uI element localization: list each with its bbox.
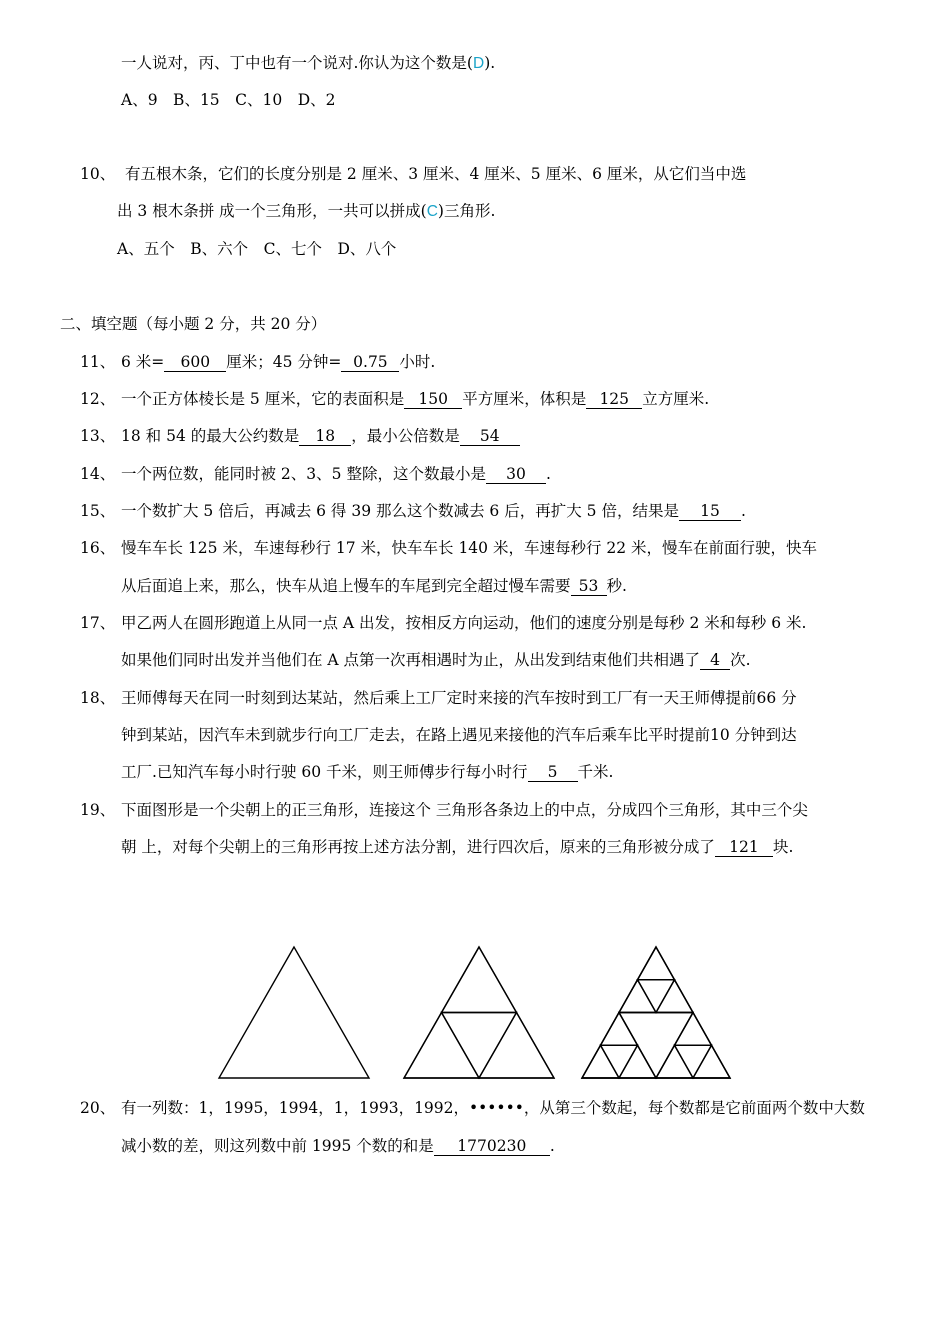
q12-text-c: 平方厘米，体积是 [462,390,587,408]
triangle-midpoint-outline [675,1045,712,1078]
q20-text-a: 减小数的差，则这列数中前 1995 个数的和是 [121,1137,434,1155]
triangle-outline [601,1013,638,1046]
q9-text: 一人说对，丙、丁中也有一个说对.你认为这个数是( [121,54,473,72]
q9-line [121,53,495,74]
q19-line2 [121,837,793,857]
q9-answer: D [472,55,485,72]
q18-line2: 钟到某站，因汽车未到就步行向工厂走去，在路上遇见来接他的汽车后乘车比平时提前10 分钟到达 [121,726,797,744]
triangle-iteration-2 [582,947,730,1078]
q16-blank-1: 53 [571,577,607,596]
q15-blank-1: 15 [679,502,741,521]
q16-line1: 慢车车长 125 米，车速每秒行 17 米，快车车长 140 米，车速每秒行 22 米，慢车在前面行驶，快车 [121,539,818,557]
sierpinski-figure [0,940,950,1090]
q15-line [121,501,746,521]
triangle-outline [656,1045,693,1078]
q10-close: )三角形. [437,202,496,220]
q19-text-a: 朝 上，对每个尖朝上的三角形再按上述方法分割，进行四次后，原来的三角形被分成了 [121,838,715,856]
q10-number: 10、 [80,165,116,183]
triangle-outline [442,947,517,1013]
q19-text-d: 块. [772,838,794,856]
section-title: 二、填空题（每小题 2 分，共 20 分） [60,315,327,333]
q17-number: 17、 [80,614,116,632]
q17-blank-1: 4 [700,651,730,670]
q11-text-c: 厘米；45 分钟= [226,353,342,371]
q15-text-a: 一个数扩大 5 倍后，再减去 6 得 39 那么这个数减去 6 后，再扩大 5 倍，结果是 [121,502,679,520]
q14-number: 14、 [80,465,116,483]
q11-line [121,352,435,372]
q20-blank-1: 1770230 [434,1137,550,1156]
triangle-midpoint-outline [638,980,675,1013]
q19-number: 19、 [80,801,116,819]
q20-number: 20、 [80,1099,116,1117]
q16-text-a: 从后面追上来，那么，快车从追上慢车的车尾到完全超过慢车需要 [121,577,571,595]
q14-blank-1: 30 [486,465,546,484]
triangle-outline [619,980,656,1013]
q11-blank-1: 600 [164,353,226,372]
q18-line1: 王师傅每天在同一时刻到达某站，然后乘上工厂定时来接的汽车按时到工厂有一天王师傅提前66 分 [121,689,797,707]
triangle-midpoint-outline [442,1013,517,1079]
q18-line3 [121,762,613,782]
q10-line2 [117,201,495,222]
q19-blank-1: 121 [715,838,773,857]
triangle-outline [582,1045,619,1078]
q13-blank-1: 18 [299,427,351,446]
q18-blank-1: 5 [528,763,578,782]
triangle-outline [479,1013,554,1079]
q12-text-a: 一个正方体棱长是 5 厘米，它的表面积是 [121,390,405,408]
q10-text: 出 3 根木条拼 成一个三角形，一共可以拼成( [117,202,427,220]
triangle-iteration-1 [404,947,554,1078]
q10-answer: C [426,203,438,220]
q19-line1: 下面图形是一个尖朝上的正三角形，连接这个 三角形各条边上的中点，分成四个三角形，其中三个尖 [121,801,808,819]
q17-text-a: 如果他们同时出发并当他们在 A 点第一次再相遇时为止，从出发到结束他们共相遇了 [121,651,701,669]
q17-text-d: 次. [730,651,751,669]
triangle-outline [404,1013,479,1079]
triangle-outline [656,980,693,1013]
q12-blank-2: 125 [586,390,642,409]
q20-line1: 有一列数：1，1995，1994，1，1993，1992，••••••，从第三个数起，每个数都是它前面两个数中大数 [121,1099,865,1117]
q17-line1: 甲乙两人在圆形跑道上从同一点 A 出发，按相反方向运动，他们的速度分别是每秒 2 米和每秒 6 米. [121,614,807,632]
triangle-iteration-0 [219,947,369,1078]
triangle-outline [219,947,369,1078]
q16-text-d: 秒. [606,577,627,595]
q12-number: 12、 [80,390,116,408]
q11-text-d: 小时. [399,353,436,371]
q11-blank-2: 0.75 [341,353,399,372]
q17-line2 [121,650,751,670]
q12-blank-1: 150 [404,390,462,409]
q14-text-a: 一个两位数，能同时被 2、3、5 整除，这个数最小是 [121,465,486,483]
q9-close: ). [484,54,496,72]
q18-text-d: 千米. [577,763,614,781]
q14-text-d: . [545,465,551,483]
q20-line2 [121,1136,555,1156]
q13-text-c: ，最小公倍数是 [351,427,460,445]
q12-text-d: 立方厘米. [642,390,710,408]
q11-number: 11、 [80,353,116,371]
q20-text-d: . [549,1137,555,1155]
triangle-outline [693,1045,730,1078]
q16-line2 [121,576,627,596]
triangle-outline [619,1045,656,1078]
q10-line1: 有五根木条，它们的长度分别是 2 厘米、3 厘米、4 厘米、5 厘米、6 厘米，从它们当中选 [125,165,747,183]
q15-number: 15、 [80,502,116,520]
q16-number: 16、 [80,539,116,557]
q13-text-a: 18 和 54 的最大公约数是 [121,427,300,445]
triangle-outline [638,947,675,980]
q12-line [121,389,709,409]
q18-text-a: 工厂.已知汽车每小时行驶 60 千米，则王师傅步行每小时行 [121,763,528,781]
q10-options: A、五个 B、六个 C、七个 D、八个 [117,240,397,258]
q14-line [121,464,551,484]
q11-text-a: 6 米= [121,353,165,371]
q13-number: 13、 [80,427,116,445]
q18-number: 18、 [80,689,116,707]
q15-text-d: . [740,502,746,520]
q13-blank-2: 54 [460,427,520,446]
q9-options: A、9 B、15 C、10 D、2 [121,91,336,109]
triangle-midpoint-outline [601,1045,638,1078]
q13-line [121,426,520,446]
triangle-outline [675,1013,712,1046]
